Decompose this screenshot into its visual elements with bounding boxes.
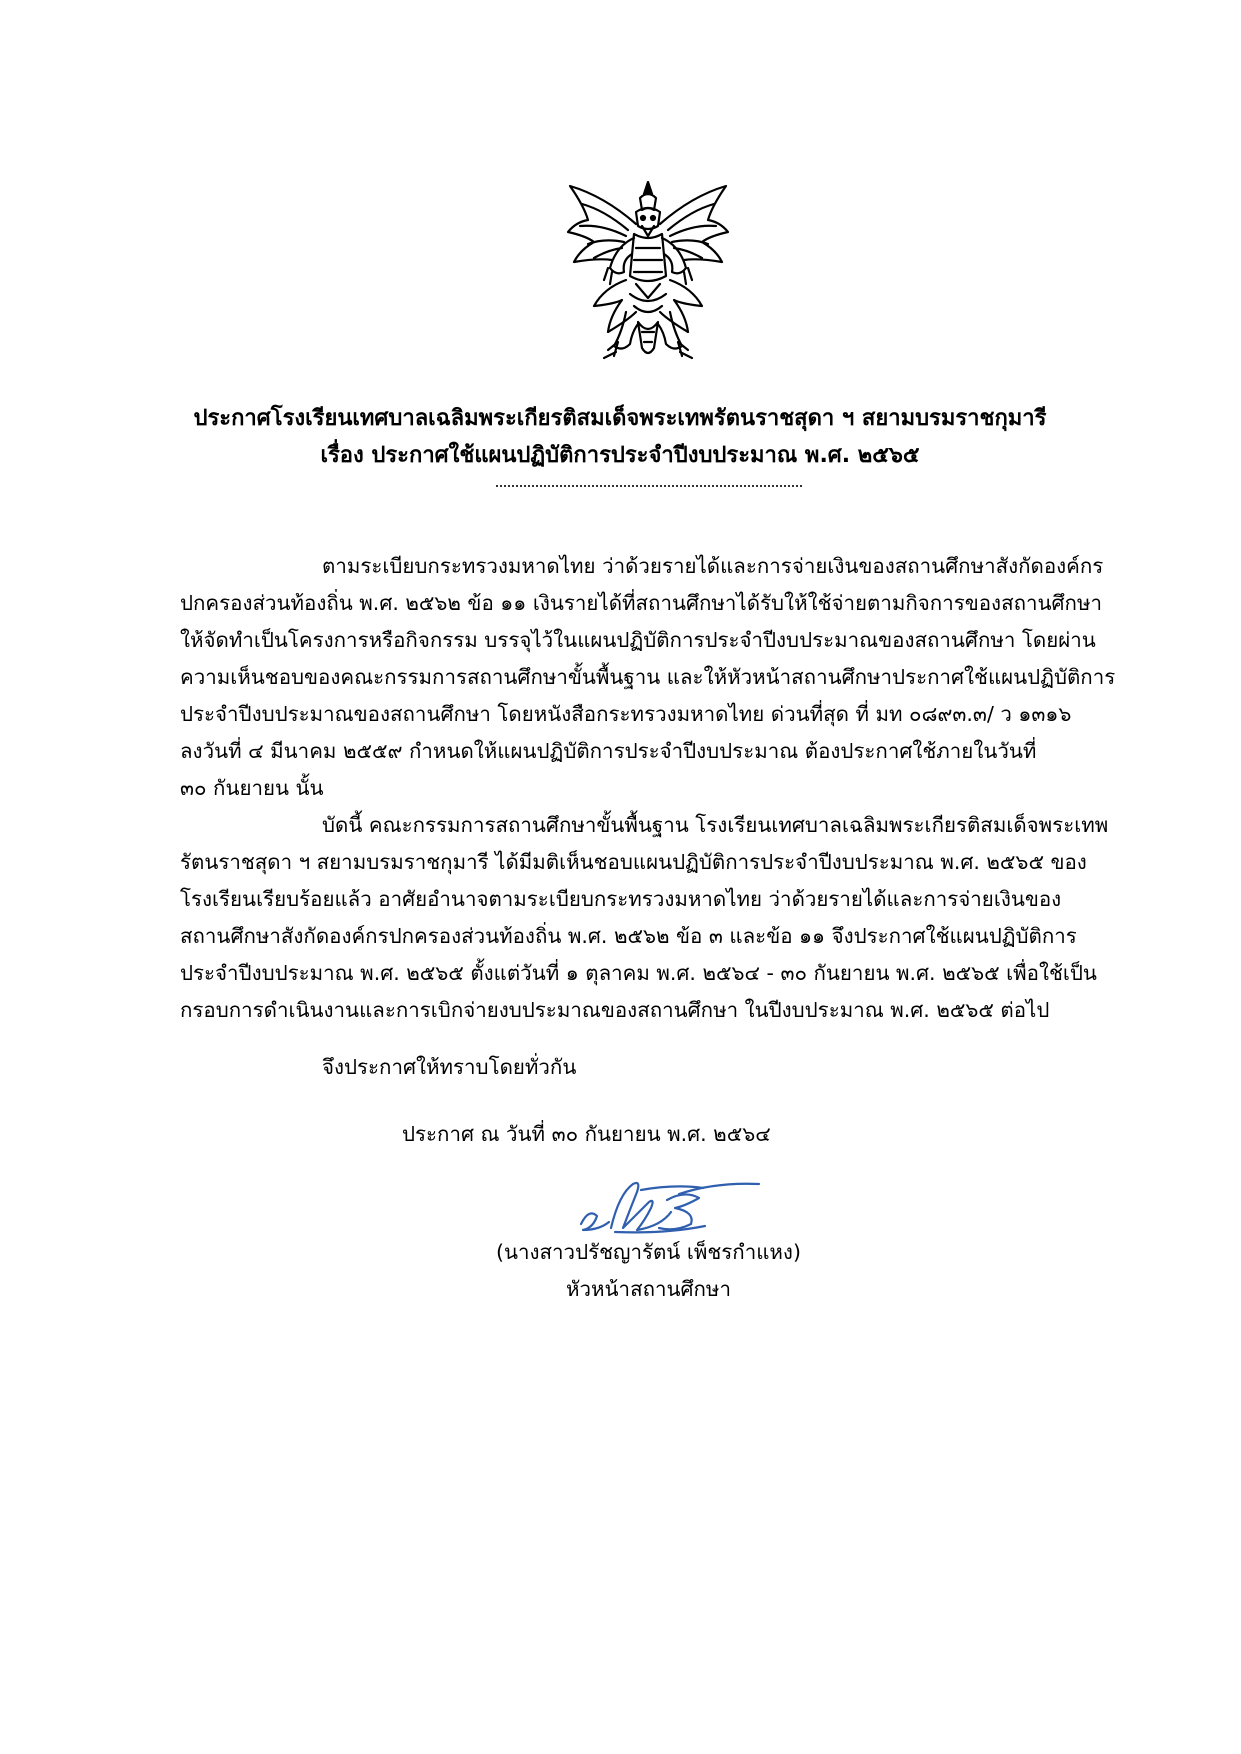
paragraph1-line: ลงวันที่ ๔ มีนาคม ๒๕๕๙ กำหนดให้แผนปฏิบัติการประจำปีงบประมาณ ต้องประกาศใช้ภายในวันที่ <box>180 739 1037 763</box>
announcement-title: ประกาศโรงเรียนเทศบาลเฉลิมพระเกียรติสมเด็จพระเทพรัตนราชสุดา ฯ สยามบรมราชกุมารี <box>193 406 1047 431</box>
paragraph2-line: ประจำปีงบประมาณ พ.ศ. ๒๕๖๕ ตั้งแต่วันที่ ๑ ตุลาคม พ.ศ. ๒๕๖๔ - ๓๐ กันยายน พ.ศ. ๒๕๖๕ เพื่อใช้เป็น <box>180 961 1097 985</box>
announcement-date: ประกาศ ณ วันที่ ๓๐ กันยายน พ.ศ. ๒๕๖๔ <box>402 1122 771 1146</box>
signer-position: หัวหน้าสถานศึกษา <box>566 1277 731 1301</box>
paragraph2-line: รัตนราชสุดา ฯ สยามบรมราชกุมารี ได้มีมติเห็นชอบแผนปฏิบัติการประจำปีงบประมาณ พ.ศ. ๒๕๖๕ ของ <box>180 850 1087 874</box>
handwritten-signature <box>575 1172 765 1242</box>
closing-statement: จึงประกาศให้ทราบโดยทั่วกัน <box>322 1055 577 1079</box>
paragraph2-line: สถานศึกษาสังกัดองค์กรปกครองส่วนท้องถิ่น พ.ศ. ๒๕๖๒ ข้อ ๓ และข้อ ๑๑ จึงประกาศใช้แผนปฏิบัติการ <box>180 924 1077 948</box>
paragraph1-line: ๓๐ กันยายน นั้น <box>180 776 324 800</box>
paragraph2-line: โรงเรียนเรียบร้อยแล้ว อาศัยอำนาจตามระเบียบกระทรวงมหาดไทย ว่าด้วยรายได้และการจ่ายเงินของ <box>180 887 1062 911</box>
signer-name: (นางสาวปรัชญารัตน์ เพ็ชรกำแหง) <box>496 1240 801 1264</box>
paragraph2-line: กรอบการดำเนินงานและการเบิกจ่ายงบประมาณของสถานศึกษา ในปีงบประมาณ พ.ศ. ๒๕๖๕ ต่อไป <box>180 998 1050 1022</box>
garuda-emblem-icon <box>564 176 732 364</box>
paragraph1-line: ให้จัดทำเป็นโครงการหรือกิจกรรม บรรจุไว้ในแผนปฏิบัติการประจำปีงบประมาณของสถานศึกษา โดยผ่าน <box>180 628 1096 652</box>
paragraph1-line: ปกครองส่วนท้องถิ่น พ.ศ. ๒๕๖๒ ข้อ ๑๑ เงินรายได้ที่สถานศึกษาได้รับให้ใช้จ่ายตามกิจการของสถานศึกษา <box>180 591 1102 615</box>
paragraph1-line: ตามระเบียบกระทรวงมหาดไทย ว่าด้วยรายได้และการจ่ายเงินของสถานศึกษาสังกัดองค์กร <box>322 554 1104 578</box>
announcement-subject: เรื่อง ประกาศใช้แผนปฏิบัติการประจำปีงบประมาณ พ.ศ. ๒๕๖๕ <box>320 443 920 468</box>
dotted-separator <box>496 485 802 487</box>
paragraph1-line: ความเห็นชอบของคณะกรรมการสถานศึกษาขั้นพื้นฐาน และให้หัวหน้าสถานศึกษาประกาศใช้แผนปฏิบัติการ <box>180 665 1116 689</box>
paragraph2-line: บัดนี้ คณะกรรมการสถานศึกษาขั้นพื้นฐาน โรงเรียนเทศบาลเฉลิมพระเกียรติสมเด็จพระเทพ <box>322 813 1109 837</box>
paragraph1-line: ประจำปีงบประมาณของสถานศึกษา โดยหนังสือกระทรวงมหาดไทย ด่วนที่สุด ที่ มท ๐๘๙๓.๓/ ว ๑๓๑๖ <box>180 702 1072 726</box>
